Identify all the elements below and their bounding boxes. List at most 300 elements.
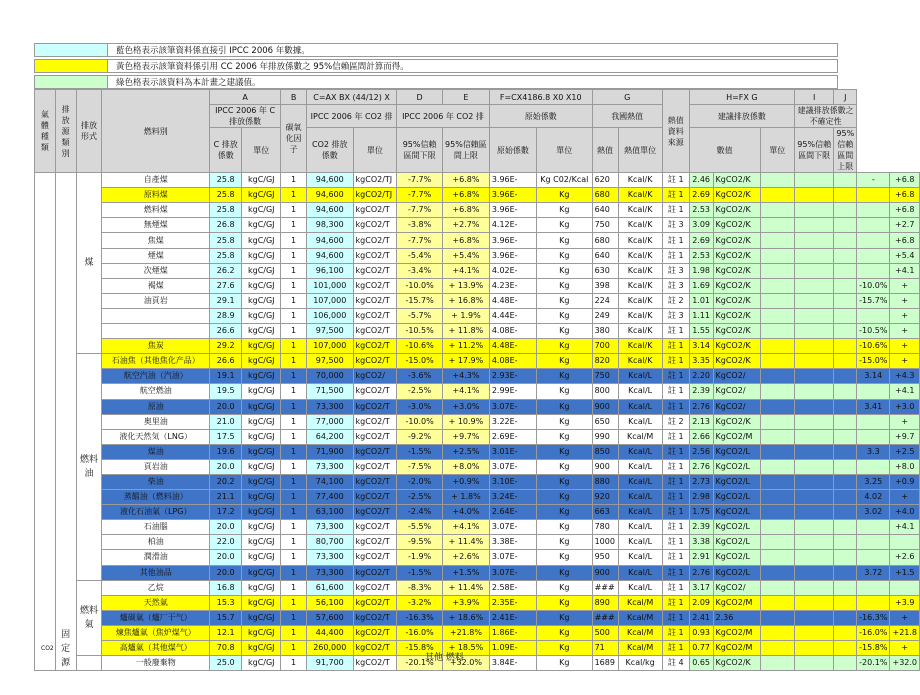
heat-unit: Kcal/M	[618, 429, 662, 444]
lower-bound: -2.4%	[397, 505, 443, 520]
heat-source: 註 1	[662, 444, 689, 459]
orig-unit: Kg	[537, 308, 593, 323]
orig-unit: Kg	[537, 474, 593, 489]
oxidation-factor: 1	[281, 444, 307, 459]
oxidation-factor: 1	[281, 278, 307, 293]
suggested-pad2	[795, 474, 834, 489]
suggested-unit: KgCO2/K	[713, 414, 760, 429]
uncertainty-upper: +	[890, 354, 920, 369]
table-row	[35, 459, 920, 474]
orig-factor: 3.38E-	[489, 535, 536, 550]
suggested-value: 2.69	[689, 188, 713, 203]
orig-factor: 3.01E-	[489, 444, 536, 459]
upper-bound: +2.6%	[443, 550, 490, 565]
orig-factor: 4.44E-	[489, 308, 536, 323]
suggested-pad3	[834, 444, 857, 459]
table-row	[35, 580, 920, 595]
suggested-value: 2.98	[689, 490, 713, 505]
letter-c: C=AX BX (44/12) X	[306, 90, 396, 105]
lower-bound: -1.9%	[397, 550, 443, 565]
suggested-pad3	[834, 535, 857, 550]
uncertainty-upper: +	[890, 610, 920, 625]
upper-bound: +4.3%	[443, 369, 490, 384]
suggested-pad	[760, 595, 794, 610]
heat-source: 註 1	[662, 459, 689, 474]
co2-factor: 73,300	[306, 399, 353, 414]
heat-value: 500	[592, 625, 618, 640]
orig-unit: Kg	[537, 490, 593, 505]
orig-unit: Kg	[537, 595, 593, 610]
c-unit: kgC/GJ	[242, 656, 281, 671]
co2-factor: 73,300	[306, 459, 353, 474]
suggested-value: 2.69	[689, 233, 713, 248]
co2-unit: kgCO2/T	[353, 278, 397, 293]
orig-factor: 3.96E-	[489, 203, 536, 218]
oxidation-factor: 1	[281, 233, 307, 248]
heat-value: 900	[592, 399, 618, 414]
upper-header: 95%信賴區間上限	[443, 128, 490, 173]
lower-bound: -5.4%	[397, 248, 443, 263]
c-unit: kgC/GJ	[242, 429, 281, 444]
orig-unit: Kg	[537, 218, 593, 233]
orig-factor-header: 原始係數	[489, 128, 536, 173]
suggested-pad2	[795, 188, 834, 203]
suggested-pad3	[834, 505, 857, 520]
upper-bound: +32.0%	[443, 656, 490, 671]
suggest-header: 建議排放係數	[689, 105, 794, 128]
orig-factor: 2.35E-	[489, 595, 536, 610]
fuel-name: 油頁岩	[102, 293, 210, 308]
c-factor: 25.8	[210, 188, 242, 203]
upper-bound: +6.8%	[443, 203, 490, 218]
suggested-value: 2.39	[689, 520, 713, 535]
orig-factor: 3.96E-	[489, 173, 536, 188]
uncertainty-upper: +9.7	[890, 429, 920, 444]
suggested-value: 3.17	[689, 580, 713, 595]
oxidation-factor: 1	[281, 429, 307, 444]
uncertainty-lower: 3.25	[857, 474, 890, 489]
co2-unit: kgCO2/TJ	[353, 173, 397, 188]
value-header: 數值	[689, 128, 760, 173]
co2-unit: kgCO2/	[353, 369, 397, 384]
uncertainty-upper: +21.8	[890, 625, 920, 640]
suggested-pad3	[834, 610, 857, 625]
c-unit: kgC/GJ	[242, 595, 281, 610]
orig-factor: 1.86E-	[489, 625, 536, 640]
suggested-pad2	[795, 444, 834, 459]
upper-bound: + 18.6%	[443, 610, 490, 625]
heat-value: 990	[592, 429, 618, 444]
uncertainty-lower: -10.6%	[857, 339, 890, 354]
orig-unit: Kg	[537, 610, 593, 625]
uncertainty-lower: -16.0%	[857, 625, 890, 640]
suggested-pad	[760, 188, 794, 203]
co2-factor: 63,100	[306, 505, 353, 520]
lower-bound: -16.3%	[397, 610, 443, 625]
heat-unit: Kcal/K	[618, 203, 662, 218]
letter-a: A	[210, 90, 281, 105]
oxidation-factor: 1	[281, 580, 307, 595]
upper-bound: +5.4%	[443, 248, 490, 263]
suggested-pad2	[795, 278, 834, 293]
suggested-pad3	[834, 399, 857, 414]
uncertainty-lower: -15.8%	[857, 641, 890, 656]
c-factor: 70.8	[210, 641, 242, 656]
suggested-pad	[760, 505, 794, 520]
suggested-pad3	[834, 339, 857, 354]
suggested-value: 2.09	[689, 595, 713, 610]
suggested-pad2	[795, 459, 834, 474]
c-unit: kgC/GJ	[242, 263, 281, 278]
co2-unit: kgCO2/T	[353, 203, 397, 218]
orig-unit: Kg	[537, 444, 593, 459]
suggested-pad3	[834, 459, 857, 474]
co2-factor-header: CO2 排放係數	[306, 128, 353, 173]
co2-factor: 97,500	[306, 324, 353, 339]
c-factor: 29.2	[210, 339, 242, 354]
letter-e: E	[443, 90, 490, 105]
c-factor: 26.6	[210, 354, 242, 369]
heat-value: 640	[592, 203, 618, 218]
heat-value: 920	[592, 490, 618, 505]
heatval-header: 熱值	[592, 128, 618, 173]
lower-bound: -1.5%	[397, 565, 443, 580]
table-row	[35, 520, 920, 535]
orig-unit: Kg	[537, 399, 593, 414]
uncertainty-upper: +4.3	[890, 369, 920, 384]
heat-unit: Kcal/M	[618, 641, 662, 656]
uncertainty-lower	[857, 248, 890, 263]
suggested-pad2	[795, 384, 834, 399]
oxidation-factor: 1	[281, 610, 307, 625]
uncertainty-upper: +	[890, 308, 920, 323]
heat-value: 750	[592, 218, 618, 233]
suggested-unit: KgCO2/M	[713, 625, 760, 640]
orig-factor: 3.96E-	[489, 233, 536, 248]
uncertainty-upper	[890, 535, 920, 550]
suggested-unit: KgCO2/K	[713, 233, 760, 248]
heat-unit: Kcal/K	[618, 248, 662, 263]
co2-unit: kgCO2/T	[353, 263, 397, 278]
uncertainty-upper: +0.9	[890, 474, 920, 489]
suggested-pad3	[834, 278, 857, 293]
c-factor: 20.2	[210, 474, 242, 489]
upper-bound: +4.1%	[443, 384, 490, 399]
uncertainty-upper: +8.0	[890, 459, 920, 474]
heat-source: 註 1	[662, 384, 689, 399]
suggested-pad2	[795, 414, 834, 429]
uncertainty-upper: +4.0	[890, 505, 920, 520]
table-row	[35, 339, 920, 354]
co2-unit: kgCO2/T	[353, 610, 397, 625]
suggested-value: 2.13	[689, 414, 713, 429]
heat-unit: Kcal/L	[618, 490, 662, 505]
oxidation-factor: 1	[281, 550, 307, 565]
lower-bound: -5.7%	[397, 308, 443, 323]
uncertainty-upper: +2.7	[890, 218, 920, 233]
heat-source: 註 1	[662, 369, 689, 384]
fuel-name: 石油腦	[102, 520, 210, 535]
uncertainty-lower	[857, 520, 890, 535]
oxidation-factor: 1	[281, 656, 307, 671]
c-unit: kgC/GJ	[242, 520, 281, 535]
form-header: 排放形式	[76, 90, 102, 173]
table-row	[35, 565, 920, 580]
upper-bound: +4.1%	[443, 263, 490, 278]
c-factor: 20.0	[210, 459, 242, 474]
suggested-pad3	[834, 580, 857, 595]
c-factor: 21.0	[210, 414, 242, 429]
suggested-pad	[760, 173, 794, 188]
oxidation-factor: 1	[281, 354, 307, 369]
suggested-pad	[760, 218, 794, 233]
heat-source: 註 1	[662, 535, 689, 550]
orig-factor: 1.09E-	[489, 641, 536, 656]
upper-bound: + 1.9%	[443, 308, 490, 323]
c-unit: kgC/GJ	[242, 414, 281, 429]
heat-value: 850	[592, 444, 618, 459]
suggested-unit: KgCO2/K	[713, 278, 760, 293]
oxidation-factor: 1	[281, 188, 307, 203]
heat-unit: Kcal/K	[618, 263, 662, 278]
heat-value: 820	[592, 354, 618, 369]
orig-unit: Kg	[537, 324, 593, 339]
suggested-value: 2.39	[689, 384, 713, 399]
suggested-pad2	[795, 656, 834, 671]
co2-unit: kgCO2/T	[353, 444, 397, 459]
table-row	[35, 444, 920, 459]
co2-unit: kgCO2/T	[353, 248, 397, 263]
co2-unit: kgCO2/T	[353, 429, 397, 444]
orig-factor: 2.58E-	[489, 580, 536, 595]
suggested-pad3	[834, 474, 857, 489]
suggested-pad2	[795, 565, 834, 580]
fuel-name: 液化天然気（LNG）	[102, 429, 210, 444]
uncertainty-lower: -15.0%	[857, 354, 890, 369]
uncertainty-lower	[857, 218, 890, 233]
orig-unit: Kg	[537, 505, 593, 520]
form-gas: 燃料氣	[76, 580, 102, 655]
c-factor: 19.5	[210, 384, 242, 399]
orig-unit: Kg	[537, 248, 593, 263]
lower-bound: -3.2%	[397, 595, 443, 610]
c-factor: 25.8	[210, 203, 242, 218]
fuel-name: 次煙煤	[102, 263, 210, 278]
upper-bound: +0.9%	[443, 474, 490, 489]
c-factor: 25.8	[210, 248, 242, 263]
suggested-unit: KgCO2/K	[713, 308, 760, 323]
suggested-pad	[760, 656, 794, 671]
co2-unit: kgCO2/T	[353, 580, 397, 595]
oxidation-header: 碳氧化因子	[281, 105, 307, 173]
suggested-value: 2.53	[689, 203, 713, 218]
lower-bound: -3.6%	[397, 369, 443, 384]
suggested-value: 0.77	[689, 641, 713, 656]
letter-b: B	[281, 90, 307, 105]
suggested-pad3	[834, 173, 857, 188]
uncertainty-upper: +6.8	[890, 173, 920, 188]
i-lower-header: 95%信賴區間下限	[795, 128, 834, 173]
heat-source: 註 1	[662, 520, 689, 535]
upper-bound: + 13.9%	[443, 278, 490, 293]
heat-source: 註 1	[662, 173, 689, 188]
suggested-pad2	[795, 641, 834, 656]
orig-unit: Kg	[537, 263, 593, 278]
orig-unit: Kg	[537, 233, 593, 248]
lower-bound: -3.4%	[397, 263, 443, 278]
c-unit: kgC/GJ	[242, 278, 281, 293]
c-unit: kgC/GJ	[242, 641, 281, 656]
orig-header: 原始係數	[489, 105, 592, 128]
suggested-value: 3.35	[689, 354, 713, 369]
suggested-value: 2.46	[689, 173, 713, 188]
uncertainty-lower: -15.7%	[857, 293, 890, 308]
orig-unit: Kg	[537, 414, 593, 429]
table-row	[35, 399, 920, 414]
orig-unit: Kg C02/Kcal	[537, 173, 593, 188]
orig-unit: Kg	[537, 641, 593, 656]
co2-unit: kgCO2/T	[353, 550, 397, 565]
orig-unit: Kg	[537, 384, 593, 399]
uncertainty-upper: +	[890, 324, 920, 339]
orig-factor: 3.96E-	[489, 248, 536, 263]
heat-source: 註 3	[662, 308, 689, 323]
suggested-pad2	[795, 218, 834, 233]
suggested-unit: KgCO2/L	[713, 474, 760, 489]
heat-value: ###	[592, 580, 618, 595]
upper-bound: +6.8%	[443, 188, 490, 203]
orig-factor: 4.48E-	[489, 339, 536, 354]
suggested-pad3	[834, 308, 857, 323]
orig-unit: Kg	[537, 293, 593, 308]
heat-value: 890	[592, 595, 618, 610]
suggested-pad	[760, 369, 794, 384]
fuel-name: 柴油	[102, 474, 210, 489]
upper-bound: + 10.9%	[443, 414, 490, 429]
suggested-unit: KgCO2/K	[713, 248, 760, 263]
suggested-pad3	[834, 565, 857, 580]
oxidation-factor: 1	[281, 414, 307, 429]
suggested-pad2	[795, 610, 834, 625]
suggested-pad3	[834, 354, 857, 369]
upper-bound: +9.7%	[443, 429, 490, 444]
orig-unit: Kg	[537, 369, 593, 384]
c-factor: 21.1	[210, 490, 242, 505]
co2-factor: 77,400	[306, 490, 353, 505]
suggested-unit: KgCO2/L	[713, 520, 760, 535]
suggested-pad3	[834, 384, 857, 399]
suggested-pad3	[834, 218, 857, 233]
suggested-pad3	[834, 248, 857, 263]
upper-bound: +2.5%	[443, 444, 490, 459]
uncertainty-upper: +4.1	[890, 520, 920, 535]
c-unit: kgC/GJ	[242, 490, 281, 505]
orig-factor: 4.02E-	[489, 263, 536, 278]
heat-source: 註 1	[662, 490, 689, 505]
fuel-name: 燃料煤	[102, 203, 210, 218]
heat-value: 71	[592, 641, 618, 656]
uncertainty-upper: +5.4	[890, 248, 920, 263]
legend-green	[34, 75, 838, 89]
orig-unit: Kg	[537, 203, 593, 218]
co2-factor: 73,300	[306, 565, 353, 580]
heat-source: 註 1	[662, 248, 689, 263]
suggested-value: 3.38	[689, 535, 713, 550]
co2-unit: kgCO2/T	[353, 625, 397, 640]
uncertainty-lower: 3.41	[857, 399, 890, 414]
heat-unit: Kcal/L	[618, 474, 662, 489]
suggested-pad	[760, 308, 794, 323]
c-factor: 17.5	[210, 429, 242, 444]
c-factor: 17.2	[210, 505, 242, 520]
co2-unit: kgCO2/T	[353, 293, 397, 308]
co2-unit: kgCO2/T	[353, 459, 397, 474]
co2-factor: 73,300	[306, 520, 353, 535]
legend-green-text: 綠色格表示該資料為本計畫之建議值。	[116, 78, 261, 88]
fuel-name: 焦炭	[102, 339, 210, 354]
uncertainty-lower: -10.5%	[857, 324, 890, 339]
fuel-name: 頁岩油	[102, 459, 210, 474]
uncertainty-upper: +	[890, 641, 920, 656]
co2-label: CO2	[41, 645, 54, 652]
heat-value: 650	[592, 414, 618, 429]
lower-bound: -7.7%	[397, 203, 443, 218]
oxidation-factor: 1	[281, 520, 307, 535]
table-row	[35, 173, 920, 188]
suggested-pad2	[795, 520, 834, 535]
uncertainty-upper: +	[890, 339, 920, 354]
suggested-unit: KgCO2/K	[713, 203, 760, 218]
lower-bound: -1.5%	[397, 444, 443, 459]
fuel-name	[102, 308, 210, 323]
orig-unit: Kg	[537, 565, 593, 580]
c-factor: 19.1	[210, 369, 242, 384]
co2-factor: 61,600	[306, 580, 353, 595]
lower-bound: -8.3%	[397, 580, 443, 595]
suggested-unit: KgCO2/	[713, 369, 760, 384]
c-unit: kgC/GJ	[242, 459, 281, 474]
form-oil: 燃料油	[76, 354, 102, 580]
lower-bound: -7.5%	[397, 459, 443, 474]
orig-unit: Kg	[537, 459, 593, 474]
heat-value: 630	[592, 263, 618, 278]
orig-factor: 3.24E-	[489, 490, 536, 505]
co2-factor: 74,100	[306, 474, 353, 489]
letter-h: H=FX G	[689, 90, 794, 105]
emission-factor-table	[34, 89, 920, 671]
heat-unit: Kcal/K	[618, 233, 662, 248]
fuel-name: 褐煤	[102, 278, 210, 293]
table-row	[35, 474, 920, 489]
suggested-unit: KgCO2/K	[713, 293, 760, 308]
oxidation-factor: 1	[281, 384, 307, 399]
letter-j: J	[834, 90, 857, 105]
heat-value: 950	[592, 550, 618, 565]
fuel-name: 煤油	[102, 444, 210, 459]
suggested-pad3	[834, 203, 857, 218]
lower-bound: -2.5%	[397, 384, 443, 399]
oxidation-factor: 1	[281, 203, 307, 218]
lower-bound: -10.5%	[397, 324, 443, 339]
fuel-name: 柏油	[102, 535, 210, 550]
suggested-pad2	[795, 354, 834, 369]
heat-unit: Kcal/L	[618, 580, 662, 595]
suggested-unit: KgCO2/K	[713, 263, 760, 278]
orig-factor: 4.08E-	[489, 324, 536, 339]
uncertainty-lower	[857, 535, 890, 550]
co2-factor: 94,600	[306, 203, 353, 218]
lower-bound: -15.8%	[397, 641, 443, 656]
